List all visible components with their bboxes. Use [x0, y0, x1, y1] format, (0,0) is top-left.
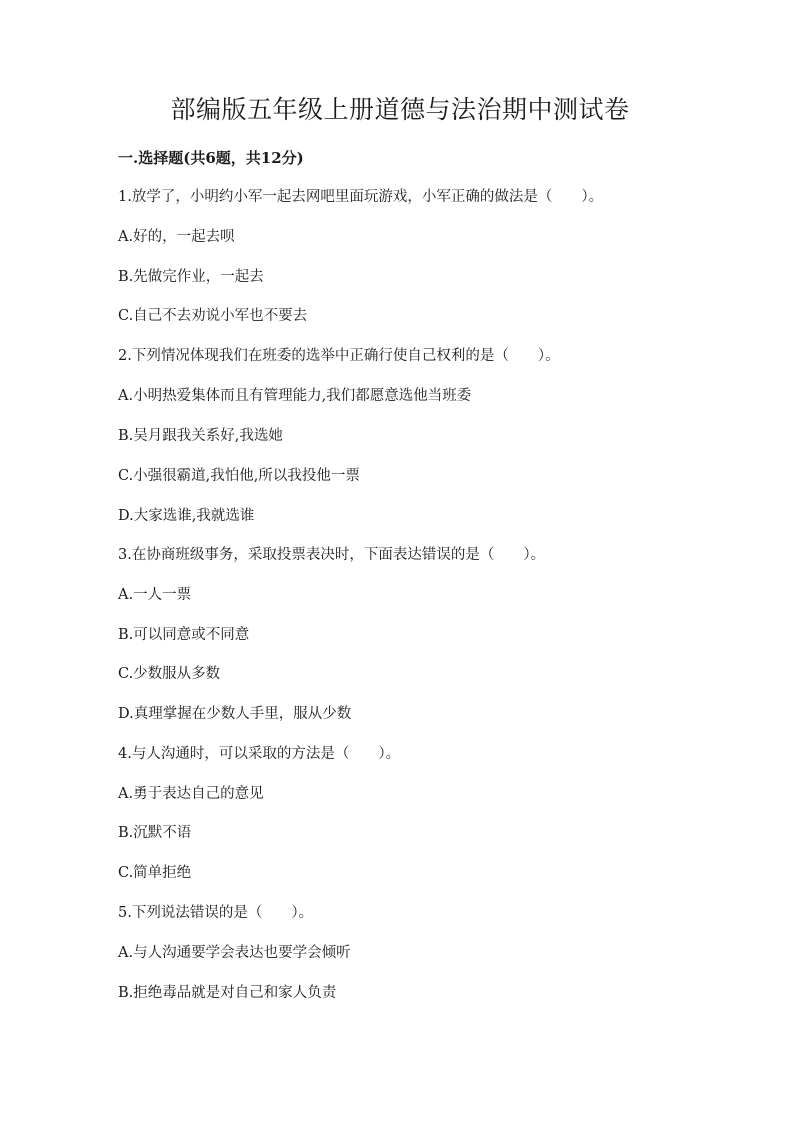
question-1: 1.放学了，小明约小军一起去网吧里面玩游戏，小军正确的做法是（ ）。 [118, 189, 604, 205]
option-4a: A.勇于表达自己的意见 [118, 786, 264, 802]
option-5a: A.与人沟通要学会表达也要学会倾听 [118, 945, 351, 961]
question-5: 5.下列说法错误的是（ ）。 [118, 905, 314, 921]
option-2c: C.小强很霸道,我怕他,所以我投他一票 [118, 468, 360, 484]
option-2b: B.吴月跟我关系好,我选她 [118, 428, 283, 444]
question-3: 3.在协商班级事务，采取投票表决时，下面表达错误的是（ ）。 [118, 547, 546, 563]
question-2: 2.下列情况体现我们在班委的选举中正确行使自己权利的是（ ）。 [118, 348, 560, 364]
page-title: 部编版五年级上册道德与法治期中测试卷 [170, 95, 630, 124]
option-3b: B.可以同意或不同意 [118, 627, 250, 643]
option-5b: B.拒绝毒品就是对自己和家人负责 [118, 985, 337, 1001]
question-4: 4.与人沟通时，可以采取的方法是（ ）。 [118, 746, 401, 762]
option-1b: B.先做完作业，一起去 [118, 269, 264, 285]
option-3d: D.真理掌握在少数人手里，服从少数 [118, 706, 352, 722]
option-3c: C.少数服从多数 [118, 666, 221, 682]
option-3a: A.一人一票 [118, 587, 192, 603]
option-2a: A.小明热爱集体而且有管理能力,我们都愿意选他当班委 [118, 388, 472, 404]
option-1a: A.好的，一起去呗 [118, 229, 235, 245]
option-4c: C.简单拒绝 [118, 865, 192, 881]
option-1c: C.自己不去劝说小军也不要去 [118, 308, 308, 324]
option-2d: D.大家选谁,我就选谁 [118, 508, 255, 524]
section-heading: 一.选择题(共6题，共12分) [118, 149, 304, 167]
option-4b: B.沉默不语 [118, 825, 192, 841]
